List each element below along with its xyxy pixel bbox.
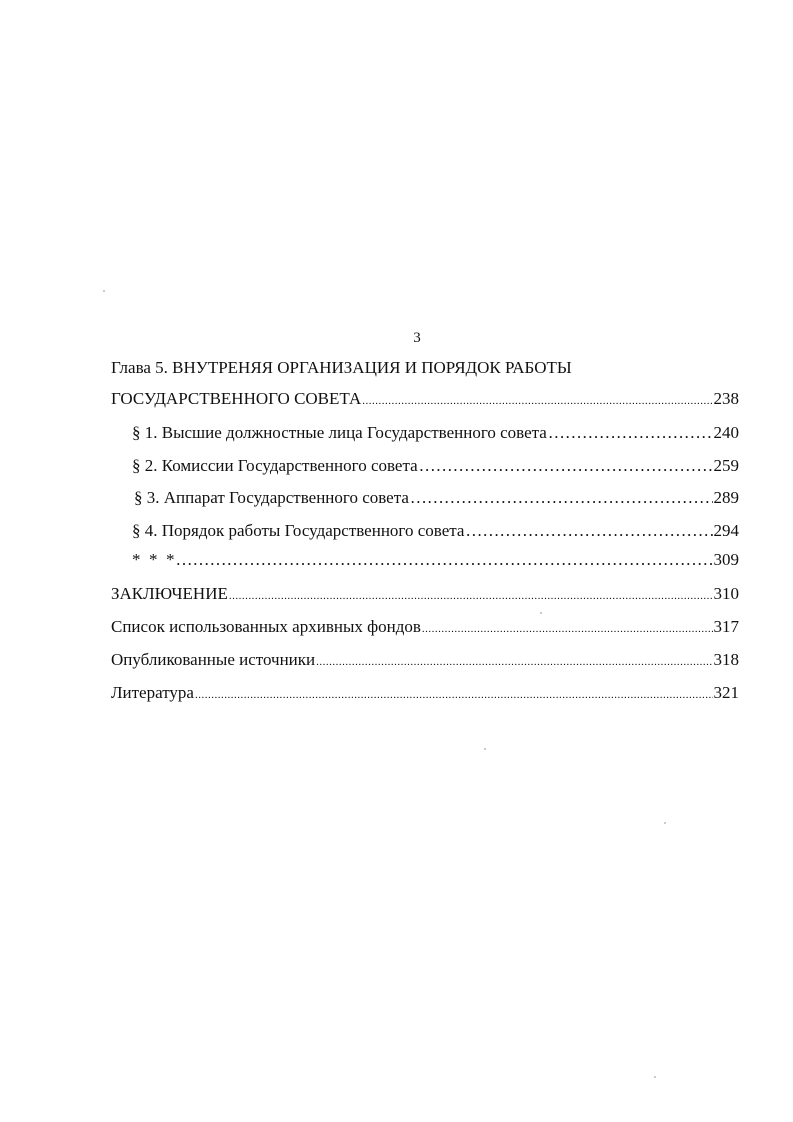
dot-leader <box>419 456 713 476</box>
toc-entry-label: § 4. Порядок работы Государственного совета <box>132 521 465 540</box>
toc-entry-page: 259 <box>713 456 739 475</box>
dot-leader <box>422 623 713 635</box>
toc-entry-page: 309 <box>713 550 739 569</box>
toc-entry-archives[interactable] <box>111 617 739 639</box>
scan-speck <box>484 748 486 750</box>
toc-entry-page: 317 <box>713 617 739 636</box>
dot-leader <box>195 689 713 701</box>
scan-speck <box>540 612 542 614</box>
toc-entry-section-1[interactable] <box>132 423 739 445</box>
toc-entry-page: 321 <box>713 683 739 702</box>
dot-leader <box>229 590 713 602</box>
toc-entry-page: 310 <box>713 584 739 603</box>
toc-entry-label: ЗАКЛЮЧЕНИЕ <box>111 584 228 603</box>
chapter-title: Глава 5. ВНУТРЕНЯЯ ОРГАНИЗАЦИЯ И ПОРЯДОК РАБОТЫ <box>111 358 572 377</box>
toc-entry-conclusion[interactable] <box>111 584 739 606</box>
toc-entry-literature[interactable] <box>111 683 739 705</box>
toc-entry-label: Опубликованные источники <box>111 650 316 669</box>
toc-entry-label: § 1. Высшие должностные лица Государственного совета <box>132 423 547 442</box>
toc-entry-label: * * * <box>132 550 175 569</box>
toc-entry-section-3[interactable] <box>134 488 739 510</box>
toc-entry-chapter[interactable] <box>111 389 739 411</box>
dot-leader <box>548 423 713 443</box>
toc-entry-label: ГОСУДАРСТВЕННОГО СОВЕТА <box>111 389 362 408</box>
page-number: 3 <box>413 330 421 346</box>
toc-entry-section-4[interactable] <box>132 521 739 543</box>
dot-leader <box>410 488 713 508</box>
dot-leader <box>176 550 713 570</box>
scan-speck <box>654 1076 656 1078</box>
scan-speck <box>103 290 105 292</box>
toc-entry-page: 289 <box>713 488 739 507</box>
toc-entry-page: 294 <box>713 521 739 540</box>
toc-entry-label: Литература <box>111 683 194 702</box>
toc-entry-asterisks[interactable] <box>132 550 739 572</box>
dot-leader <box>465 521 712 541</box>
toc-entry-section-2[interactable] <box>132 456 739 478</box>
toc-entry-published-sources[interactable] <box>111 650 739 672</box>
toc-entry-page: 318 <box>713 650 739 669</box>
toc-entry-label: § 3. Аппарат Государственного совета <box>134 488 409 507</box>
toc-entry-page: 240 <box>713 423 739 442</box>
toc-entry-label: § 2. Комиссии Государственного совета <box>132 456 418 475</box>
toc-entry-label: Список использованных архивных фондов <box>111 617 421 636</box>
dot-leader <box>362 395 712 407</box>
toc-entry-page: 238 <box>713 389 739 408</box>
scan-speck <box>664 822 666 824</box>
dot-leader <box>316 656 712 668</box>
